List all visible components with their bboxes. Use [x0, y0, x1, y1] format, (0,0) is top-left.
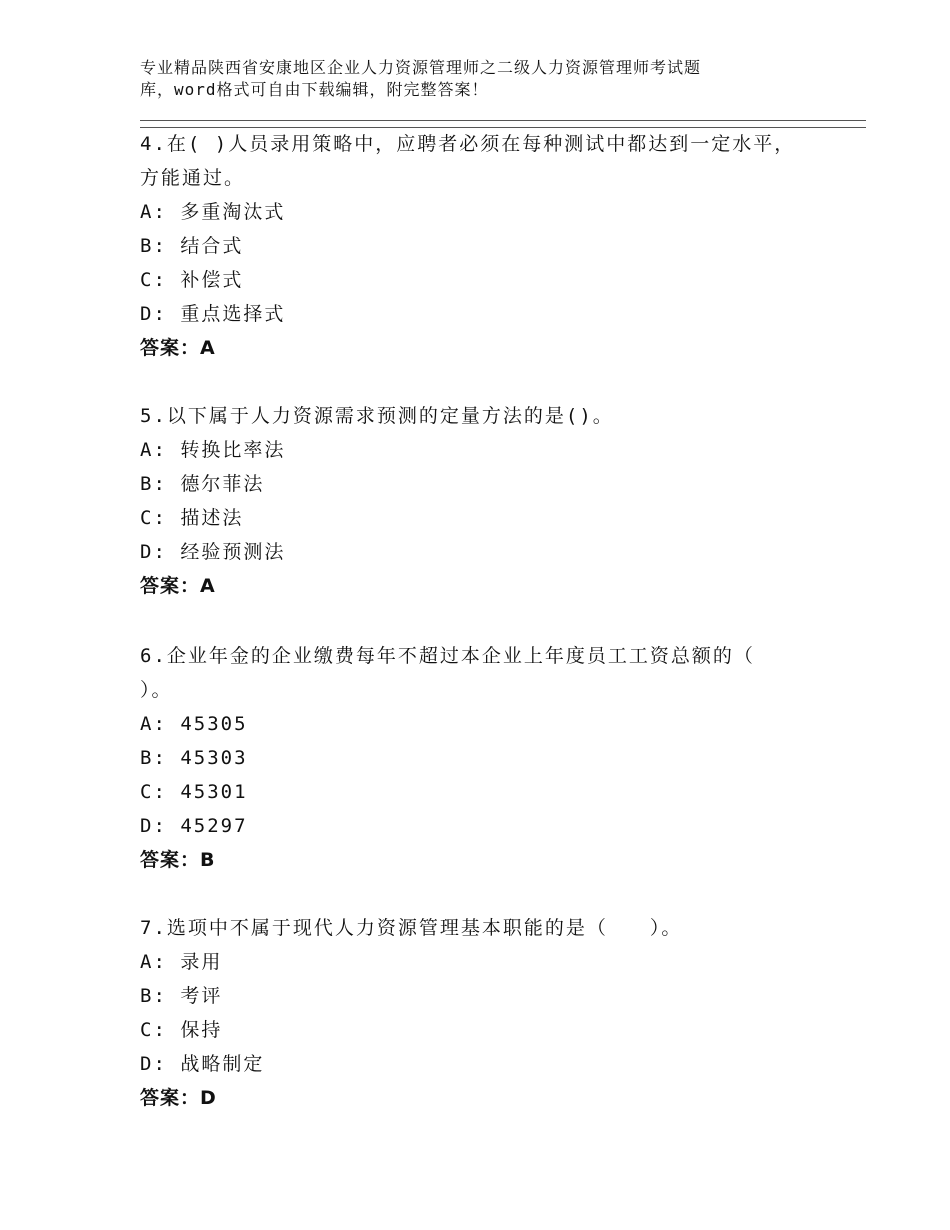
- option-a: A: 多重淘汰式: [140, 201, 286, 223]
- question-7: [140, 911, 840, 1115]
- answer-label: 答案：B: [140, 849, 216, 871]
- option-b: B: 45303: [140, 747, 248, 769]
- option-a: A: 45305: [140, 713, 248, 735]
- question-text-line: 6.企业年金的企业缴费每年不超过本企业上年度员工工资总额的（: [140, 645, 755, 667]
- question-text: [140, 911, 840, 945]
- option-d: D: 45297: [140, 815, 248, 837]
- question-text-line: 4.在( )人员录用策略中，应聘者必须在每种测试中都达到一定水平，: [140, 133, 796, 155]
- option-d: D: 重点选择式: [140, 303, 286, 325]
- option-a: A: 转换比率法: [140, 439, 286, 461]
- option-b: B: 考评: [140, 985, 223, 1007]
- option-c: C: 描述法: [140, 507, 244, 529]
- option-c: C: 补偿式: [140, 269, 244, 291]
- answer-label: 答案：D: [140, 1087, 217, 1109]
- option-a: A: 录用: [140, 951, 223, 973]
- question-text: [140, 399, 840, 433]
- answer-label: 答案：A: [140, 575, 216, 597]
- question-4: [140, 127, 840, 365]
- question-text-line: 方能通过。: [140, 167, 246, 189]
- question-text: [140, 127, 840, 195]
- header-line-1: 专业精品陕西省安康地区企业人力资源管理师之二级人力资源管理师考试题: [140, 58, 702, 77]
- option-c: C: 保持: [140, 1019, 223, 1041]
- option-d: D: 战略制定: [140, 1053, 265, 1075]
- header-line-2: 库，word格式可自由下载编辑，附完整答案！: [140, 80, 489, 99]
- option-b: B: 结合式: [140, 235, 244, 257]
- question-text-line: ）。: [140, 679, 173, 701]
- question-text-line: 5.以下属于人力资源需求预测的定量方法的是()。: [140, 405, 614, 427]
- answer-label: 答案：A: [140, 337, 216, 359]
- option-b: B: 德尔菲法: [140, 473, 265, 495]
- document-header: [140, 57, 820, 101]
- option-c: C: 45301: [140, 781, 248, 803]
- question-text: [140, 639, 840, 707]
- question-text-line: 7.选项中不属于现代人力资源管理基本职能的是（ ）。: [140, 917, 683, 939]
- question-6: [140, 639, 840, 877]
- option-d: D: 经验预测法: [140, 541, 286, 563]
- question-5: [140, 399, 840, 603]
